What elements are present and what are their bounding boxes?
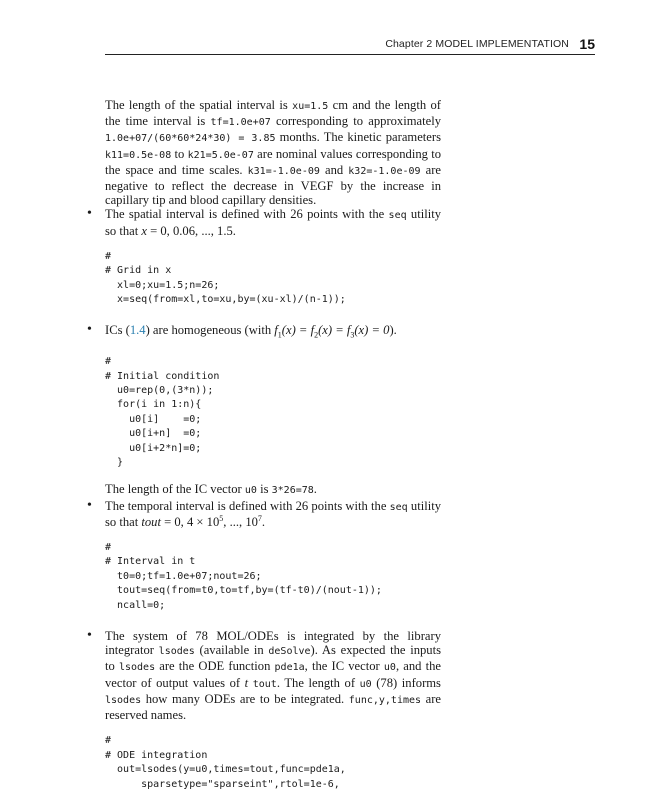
list-item-initial-conditions: • ICs (1.4) are homogeneous (with $f_1(x) = f_2(x) = f_3(x) = 0$). [87,322,397,340]
list-item-spatial-grid: • The spatial interval is defined with 26 points with the seq utility so that x = 0, 0.06, ..., 1.5. [87,206,441,238]
bullet-icon: • [87,628,92,644]
page-number: 15 [579,36,595,52]
code-block-initial-condition: # # Initial condition u0=rep(0,(3*n)); for(i in 1:n){ u0[i] =0; u0[i+n] =0; u0[i+2*n]=0; } [105,356,220,469]
paragraph-ic-length: The length of the IC vector u0 is 3*26=78. [105,482,317,497]
bullet-icon: • [87,206,92,222]
equation-reference-link[interactable]: 1.4 [129,323,146,338]
bullet-icon: • [87,497,92,513]
code-block-ode-integration: # # ODE integration out=lsodes(y=u0,times=tout,func=pde1a, sparsetype="sparseint",rtol=1e-6, [105,735,346,790]
code-block-interval: # # Interval in t t0=0;tf=1.0e+07;nout=26; tout=seq(from=t0,to=tf,by=(tf-t0)/(nout-1)); ncall=0; [105,542,382,611]
bullet-icon: • [87,322,92,338]
paragraph-intervals: The length of the spatial interval is xu=1.5 cm and the length of the time interval is tf=1.0e+07 corresponding to approximately 1.0e+07/(60*60*24*30) = 3.85 months. The kinetic parameters k11=0.5e-08 to k21=5.0e-07 are nominal values corresponding to the space and time scales. k31=-1.0e-09 and k32=-1.0e-09 are negative to reflect the decrease in VEGF by the increase in capillary tip and blood capillary densities. [105,98,442,208]
list-item-ode-integration: • The system of 78 MOL/ODEs is integrated by the library integrator lsodes (available in deSolve). As expected the inputs to lsodes are the ODE function pde1a, the IC vector u0, and the vector of output values of t tout. The length of u0 (78) informs lsodes how many ODEs are to be integrated. func,y,times are reserved names. [87,628,442,723]
page-body [87,98,442,792]
running-header [105,38,595,55]
code-block-grid: # # Grid in x xl=0;xu=1.5;n=26; x=seq(from=xl,to=xu,by=(xu-xl)/(n-1)); [105,250,346,306]
chapter-title: Chapter 2 MODEL IMPLEMENTATION [385,38,569,50]
list-item-temporal-interval: • The temporal interval is defined with 26 points with the seq utility so that tout = 0, $4 \times 10^5$, ..., $10^7$. [87,497,441,529]
